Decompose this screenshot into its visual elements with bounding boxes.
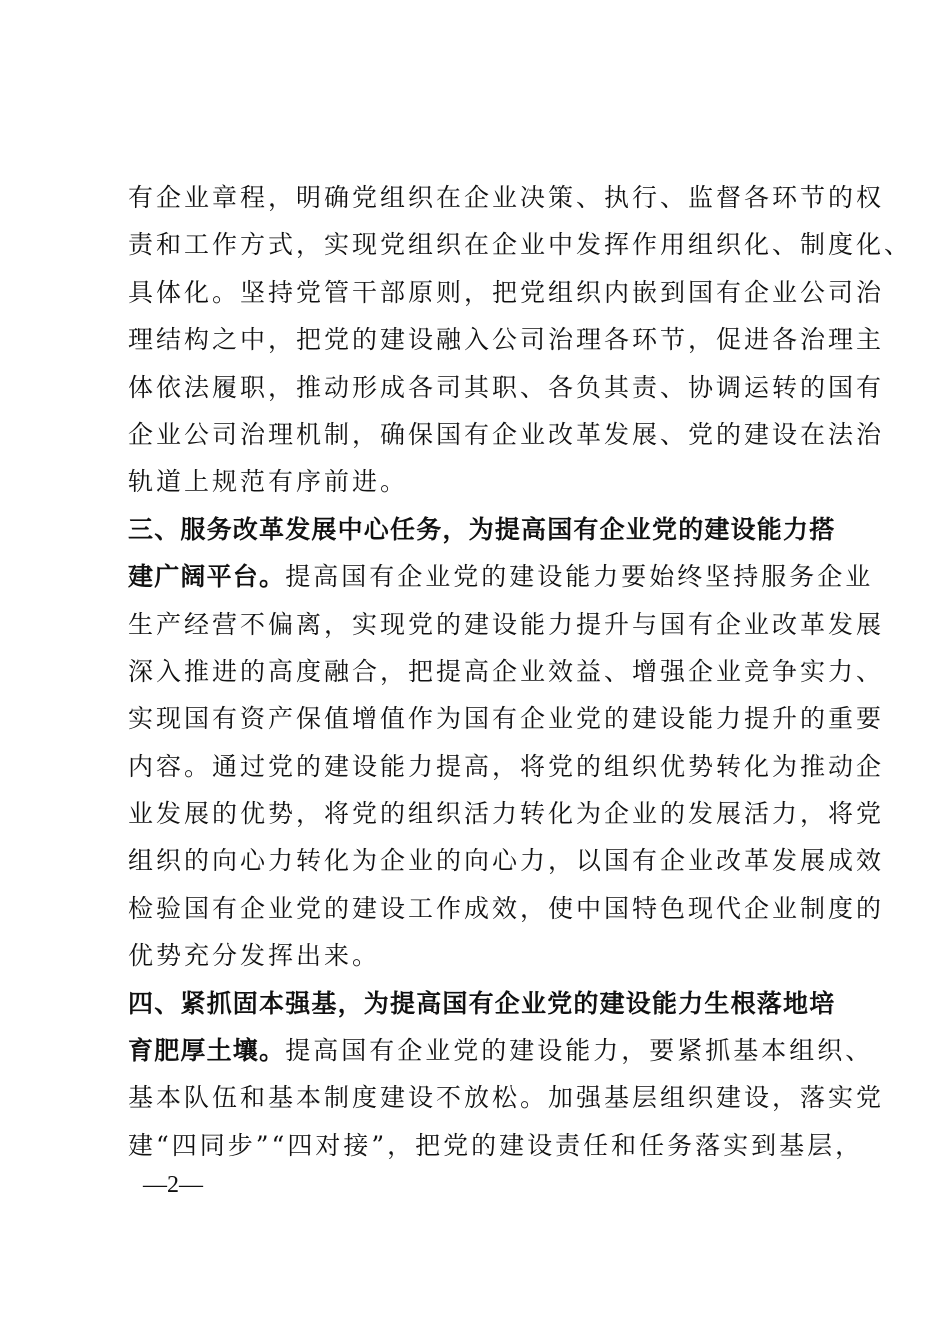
text-line xyxy=(128,458,858,505)
text-line xyxy=(128,601,885,648)
paragraph-text: 轨道上规范有序前进。 xyxy=(128,467,409,497)
paragraph-text: 提高国有企业党的建设能力要始终坚持服务企业 xyxy=(285,562,874,592)
paragraph-text: 深入推进的高度融合，把提高企业效益、增强企业竞争实力、 xyxy=(128,656,885,686)
section-heading-line xyxy=(128,506,858,553)
text-line xyxy=(128,221,913,268)
text-line xyxy=(128,837,885,884)
paragraph-text: 具体化。坚持党管干部原则，把党组织内嵌到国有企业公司治 xyxy=(128,277,885,307)
paragraph-text: 责和工作方式，实现党组织在企业中发挥作用组织化、制度化、 xyxy=(128,230,913,260)
section-heading-line xyxy=(128,1027,874,1074)
text-line xyxy=(128,932,858,979)
text-line xyxy=(128,885,885,932)
paragraph-text: 业发展的优势，将党的组织活力转化为企业的发展活力，将党 xyxy=(128,799,885,829)
heading-text: 四、紧抓固本强基，为提高国有企业党的建设能力生根落地培 xyxy=(128,988,836,1018)
body-text xyxy=(128,174,913,1169)
page-number: —2— xyxy=(143,1172,203,1198)
text-line xyxy=(128,1074,885,1121)
section-heading-line xyxy=(128,553,874,600)
section-heading-line xyxy=(128,980,858,1027)
text-line xyxy=(128,411,885,458)
text-line xyxy=(128,364,885,411)
paragraph-text: 实现国有资产保值增值作为国有企业党的建设能力提升的重要 xyxy=(128,704,885,734)
text-line xyxy=(128,316,885,363)
text-line xyxy=(128,1122,864,1169)
paragraph-text: 优势充分发挥出来。 xyxy=(128,941,381,971)
paragraph-text: 检验国有企业党的建设工作成效，使中国特色现代企业制度的 xyxy=(128,893,885,923)
paragraph-text: 企业公司治理机制，确保国有企业改革发展、党的建设在法治 xyxy=(128,419,885,449)
text-line xyxy=(128,648,885,695)
paragraph-text: 体依法履职，推动形成各司其职、各负其责、协调运转的国有 xyxy=(128,372,885,402)
paragraph-text: 建“四同步”“四对接”，把党的建设责任和任务落实到基层， xyxy=(128,1130,864,1160)
text-line xyxy=(128,269,885,316)
text-line xyxy=(128,743,885,790)
paragraph-text: 组织的向心力转化为企业的向心力，以国有企业改革发展成效 xyxy=(128,846,885,876)
heading-text: 育肥厚土壤。 xyxy=(128,1036,286,1066)
paragraph-text: 提高国有企业党的建设能力，要紧抓基本组织、 xyxy=(285,1036,874,1066)
heading-text: 三、服务改革发展中心任务，为提高国有企业党的建设能力搭 xyxy=(128,514,836,544)
text-line xyxy=(128,695,885,742)
paragraph-text: 理结构之中，把党的建设融入公司治理各环节，促进各治理主 xyxy=(128,325,885,355)
text-line xyxy=(128,174,885,221)
paragraph-text: 有企业章程，明确党组织在企业决策、执行、监督各环节的权 xyxy=(128,183,885,212)
text-line xyxy=(128,790,885,837)
paragraph-text: 内容。通过党的建设能力提高，将党的组织优势转化为推动企 xyxy=(128,751,885,781)
paragraph-text: 生产经营不偏离，实现党的建设能力提升与国有企业改革发展 xyxy=(128,609,885,639)
paragraph-text: 基本队伍和基本制度建设不放松。加强基层组织建设，落实党 xyxy=(128,1083,885,1113)
heading-text: 建广阔平台。 xyxy=(128,562,286,592)
